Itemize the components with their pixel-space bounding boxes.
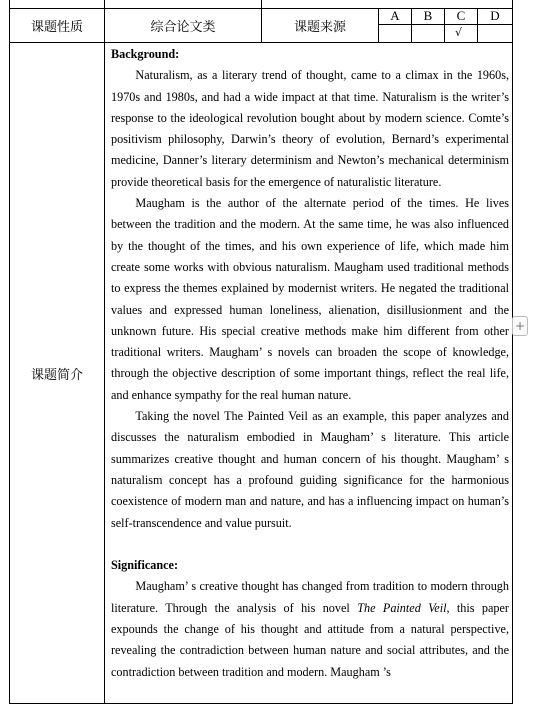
table-bottom-border	[9, 703, 513, 704]
background-heading: Background:	[111, 47, 180, 61]
option-b: B	[423, 8, 433, 23]
nature-label: 课题性质	[30, 20, 83, 35]
nature-value: 综合论文类	[150, 20, 216, 35]
background-paragraph-1: Naturalism, as a literary trend of thought, came to a climax in the 1960s, 1970s and 1980s, and had a wide impact at that time. Naturalism is the writer’s response to the ideological revolution bought about by modern science. Comte’s positivism philosophy, Darwin’s theory of evolution, Bernard’s experimental medicine, Danner’s literary determinism and Newton’s mechanical determinism provide theoretical basis for the emergence of naturalistic literature.	[111, 68, 509, 189]
significance-text-after: , this paper expounds the change of his thought and attitude from a natural perspective, revealing the contradiction between human nature and social attributes, and the contradiction between tradition and modern. Maugham ’s	[111, 600, 509, 679]
option-c: C	[456, 8, 466, 23]
source-label: 课题来源	[293, 20, 346, 35]
option-a: A	[390, 8, 400, 23]
significance-heading: Significance:	[111, 558, 179, 573]
significance-text-before: Maugham’ s creative thought has changed from tradition to modern through literature. Through the analysis of his novel	[111, 579, 509, 615]
intro-label: 课题简介	[30, 367, 83, 383]
novel-title: The Painted Veil	[357, 600, 447, 615]
option-c-check-mark: √	[455, 26, 463, 39]
label-column-border	[104, 0, 105, 704]
options-divider-line	[378, 24, 513, 25]
table-right-border	[512, 0, 513, 704]
intro-content	[111, 44, 509, 683]
option-d: D	[490, 8, 500, 23]
paragraph-gap	[111, 534, 509, 555]
significance-paragraph	[111, 576, 509, 682]
background-paragraph-2: Maugham is the author of the alternate period of the times. He lives between the tradition and the modern. At the same time, he was also influenced by the thought of the times, and his own experience of life, which made him create some works with obvious naturalism. Maugham used traditional methods to express the themes explained by modernist writers. He negated the traditional values and expressed human loneliness, alienation, disillusionment and the unknown future. His special creative methods make him different from other traditional writers. Maugham’ s novels can broaden the scope of knowledge, through the objective description of some important things, reflect the real life, and enhance sympathy for the real human nature.	[111, 196, 509, 402]
background-paragraph-3: Taking the novel The Painted Veil as an example, this paper analyzes and discusses the naturalism embodied in Maugham’ s literature. This article summarizes creative thought and human concern of his thought. Maugham’ s naturalism concept has a profound guiding significance for the harmonious coexistence of modern man and nature, and has a influencing impact on human’s self-transcendence and value pursuit.	[111, 409, 509, 530]
add-row-button[interactable]: +	[512, 316, 528, 336]
